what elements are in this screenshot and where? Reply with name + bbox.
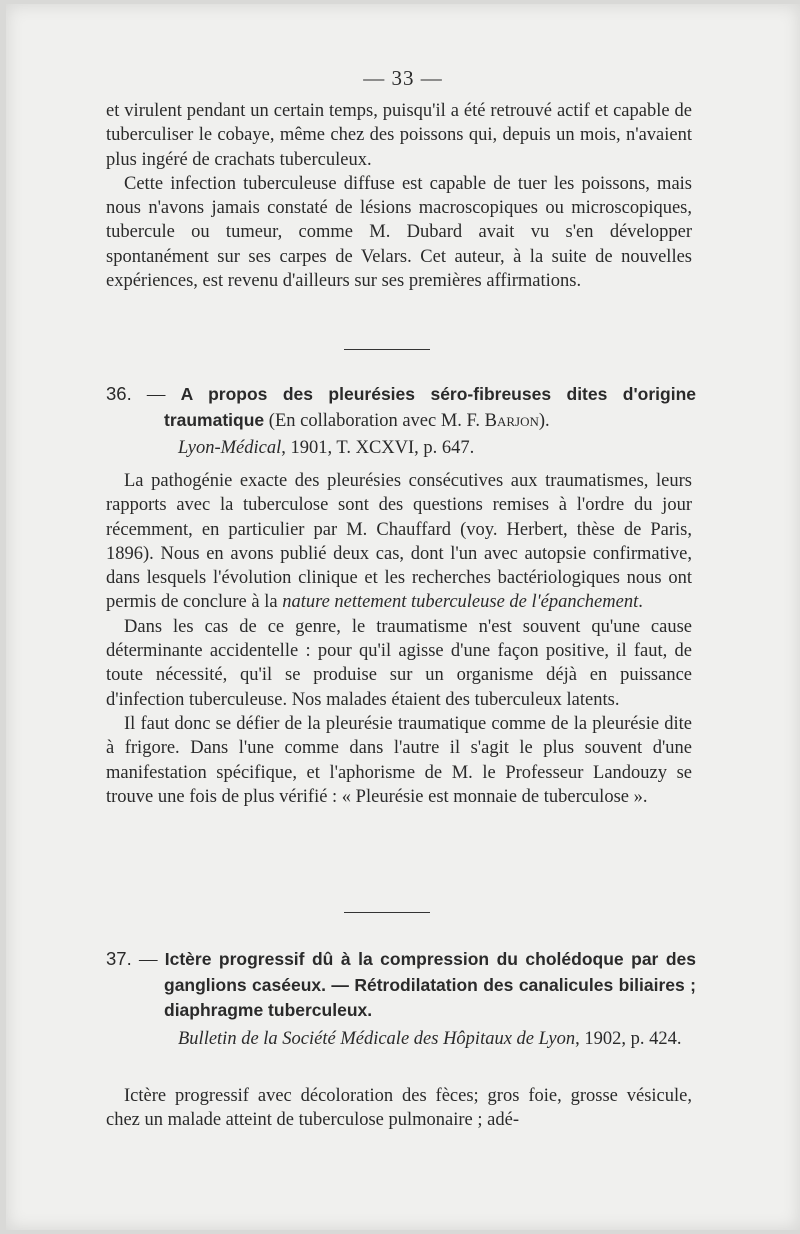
entry-collab-name: Barjon [484, 410, 539, 431]
body-paragraph [106, 469, 692, 615]
entry-source [106, 1027, 696, 1052]
journal-name: Lyon-Médical [178, 438, 282, 458]
entry-number: 37. [106, 948, 132, 969]
intro-text [106, 99, 692, 293]
body-text: . [638, 592, 643, 613]
journal-ref: , 1902, p. 424. [575, 1028, 682, 1049]
entry-36 [106, 382, 696, 461]
journal-ref: , 1901, T. XCXVI, p. 647. [281, 438, 475, 458]
entry-dash: — [131, 385, 181, 405]
body-text: La pathogénie exacte des pleurésies consécutives aux traumatismes, leurs rapports avec la tuberculose sont des questions remises à l'ordre du jour récemment, en particulier par M. Chauffard (voy. Herbert, thèse de Paris, 1896). Nous en avons publié deux cas, dont l'un avec autopsie confirmative, dans lesquels l'évolution clinique et les recherches bactériologiques nous ont permis de conclure à la [106, 471, 692, 613]
section-divider [344, 912, 430, 913]
entry-36-heading [106, 382, 696, 433]
page-number: — 33 — [363, 66, 443, 90]
body-paragraph: Ictère progressif avec décoloration des fèces; gros foie, grosse vésicule, chez un malade atteint de tuberculose pulmonaire ; adé- [106, 1086, 692, 1131]
journal-name: Bulletin de la Société Médicale des Hôpitaux de Lyon [178, 1028, 576, 1049]
entry-collab-prefix: (En collaboration avec M. F. [264, 410, 485, 431]
entry-37-heading [106, 947, 696, 1024]
italic-phrase: nature nettement tuberculeuse de l'épanchement [282, 592, 639, 613]
section-divider [344, 349, 430, 350]
entry-source [106, 436, 696, 461]
intro-paragraph: et virulent pendant un certain temps, puisqu'il a été retrouvé actif et capable de tuberculiser le cobaye, même chez des poissons qui, depuis un mois, n'avaient plus ingéré de crachats tuberculeux. [106, 101, 692, 170]
body-paragraph: Dans les cas de ce genre, le traumatisme n'est souvent qu'une cause déterminante accidentelle : pour qu'il agisse d'une façon positive, il faut, de toute nécessité, qu'il se produise sur un organisme déjà en puissance d'infection tuberculeuse. Nos malades étaient des tuberculeux latents. [106, 616, 692, 710]
entry-number: 36. [106, 383, 132, 404]
entry-title: A propos des pleurésies séro-fibreuses dites d'origine traumatique [164, 384, 696, 430]
entry-37 [106, 947, 696, 1051]
entry-37-body [106, 1084, 692, 1133]
entry-dash: — [131, 950, 165, 970]
entry-36-body [106, 469, 692, 809]
document-page [6, 4, 800, 1230]
body-paragraph: Il faut donc se défier de la pleurésie traumatique comme de la pleurésie dite à frigore. Dans l'une comme dans l'autre il s'agit le plus souvent d'une manifestation spécifique, et l'aphorisme de M. le Professeur Landouzy se trouve une fois de plus vérifié : « Pleurésie est monnaie de tuberculose ». [106, 713, 692, 807]
intro-paragraph: Cette infection tuberculeuse diffuse est capable de tuer les poissons, mais nous n'avons jamais constaté de lésions macroscopiques ou microscopiques, tubercule ou tumeur, comme M. Dubard avait vu s'en développer spontanément sur ses carpes de Velars. Cet auteur, à la suite de nouvelles expériences, est revenu d'ailleurs sur ses premières affirmations. [106, 173, 692, 292]
entry-collab-suffix: ). [538, 410, 550, 431]
entry-title: Ictère progressif dû à la compression du cholédoque par des ganglions caséeux. — Rétrodilatation des canalicules biliaires ; diaphragme tuberculeux. [164, 949, 697, 1020]
